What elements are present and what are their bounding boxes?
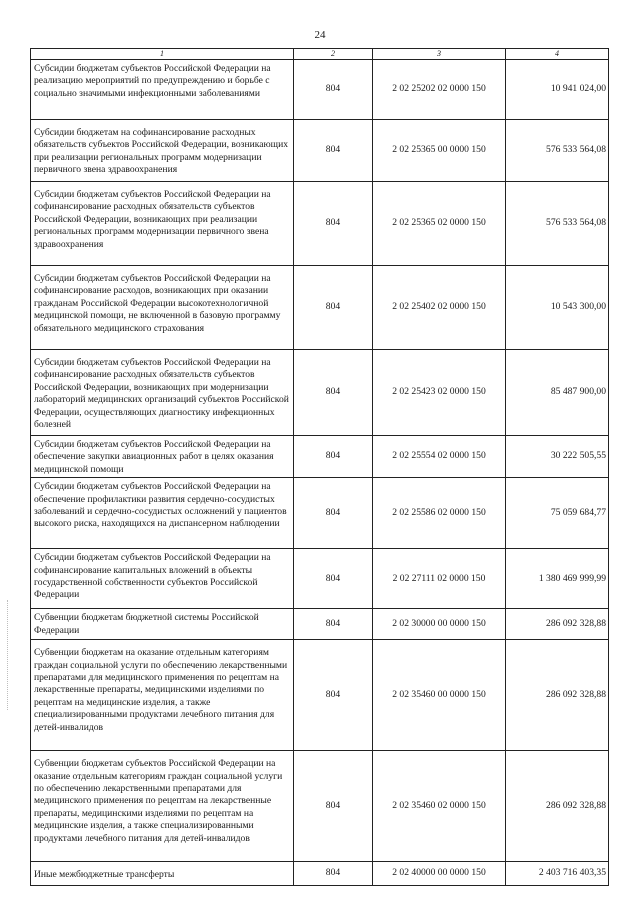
row-kbk-code: 2 02 35460 00 0000 150 — [373, 640, 506, 751]
row-amount: 75 059 684,77 — [506, 478, 609, 549]
row-kbk-code: 2 02 40000 00 0000 150 — [373, 862, 506, 885]
table-row — [31, 478, 609, 549]
row-name: Субсидии бюджетам субъектов Российской Федерации на обеспечение профилактики развития сердечно-сосудистых заболеваний и сердечно-сосудистых осложнений у пациентов высокого риска, находящихся на диспансерном наблюдении — [31, 478, 294, 549]
table-row — [31, 120, 609, 182]
row-name: Субвенции бюджетам бюджетной системы Российской Федерации — [31, 609, 294, 640]
table-row — [31, 640, 609, 751]
row-kbk-code: 2 02 25402 02 0000 150 — [373, 266, 506, 350]
row-amount: 10 941 024,00 — [506, 60, 609, 120]
row-amount: 1 380 469 999,99 — [506, 549, 609, 609]
row-admin-code: 804 — [294, 436, 373, 478]
column-header-2: 2 — [294, 49, 373, 60]
row-admin-code: 804 — [294, 120, 373, 182]
row-amount: 30 222 505,55 — [506, 436, 609, 478]
row-admin-code: 804 — [294, 60, 373, 120]
row-kbk-code: 2 02 30000 00 0000 150 — [373, 609, 506, 640]
row-amount: 2 403 716 403,35 — [506, 862, 609, 885]
row-name: Субсидии бюджетам субъектов Российской Федерации на софинансирование расходных обязательств субъектов Российской Федерации, возникающих при реализации региональных программ модернизации первичного звена здравоохранения — [31, 182, 294, 266]
row-admin-code: 804 — [294, 350, 373, 436]
table-row — [31, 609, 609, 640]
row-name: Субсидии бюджетам субъектов Российской Федерации на реализацию мероприятий по предупреждению и борьбе с социально значимыми инфекционными заболеваниями — [31, 60, 294, 120]
column-header-4: 4 — [506, 49, 609, 60]
page-number: 24 — [314, 29, 326, 41]
row-amount: 286 092 328,88 — [506, 609, 609, 640]
budget-table — [30, 48, 609, 886]
row-kbk-code: 2 02 27111 02 0000 150 — [373, 549, 506, 609]
row-name: Субсидии бюджетам субъектов Российской Федерации на софинансирование капитальных вложений в объекты государственной собственности субъектов Российской Федерации — [31, 549, 294, 609]
table-row — [31, 182, 609, 266]
row-admin-code: 804 — [294, 182, 373, 266]
table-row — [31, 751, 609, 862]
table-row — [31, 549, 609, 609]
table-row — [31, 350, 609, 436]
row-kbk-code: 2 02 25554 02 0000 150 — [373, 436, 506, 478]
table-row — [31, 60, 609, 120]
row-admin-code: 804 — [294, 862, 373, 885]
table-row — [31, 266, 609, 350]
row-amount: 85 487 900,00 — [506, 350, 609, 436]
row-admin-code: 804 — [294, 266, 373, 350]
table-row — [31, 862, 609, 885]
row-kbk-code: 2 02 35460 02 0000 150 — [373, 751, 506, 862]
row-name: Субвенции бюджетам на оказание отдельным категориям граждан социальной услуги по обеспечению лекарственными препаратами для медицинского применения по рецептам на лекарственные препараты, медицинскими изделиями по рецептам на медицинские изделия, а также специализированными продуктами лечебного питания для детей-инвалидов — [31, 640, 294, 751]
column-number-row — [31, 49, 609, 60]
column-header-1: 1 — [31, 49, 294, 60]
row-admin-code: 804 — [294, 751, 373, 862]
margin-scan-mark — [7, 600, 11, 710]
row-amount: 576 533 564,08 — [506, 182, 609, 266]
row-kbk-code: 2 02 25202 02 0000 150 — [373, 60, 506, 120]
row-name: Субсидии бюджетам на софинансирование расходных обязательств субъектов Российской Федерации, возникающих при реализации региональных программ модернизации первичного звена здравоохранения — [31, 120, 294, 182]
table-row — [31, 436, 609, 478]
row-admin-code: 804 — [294, 609, 373, 640]
row-admin-code: 804 — [294, 478, 373, 549]
row-name: Субсидии бюджетам субъектов Российской Федерации на софинансирование расходных обязательств субъектов Российской Федерации, возникающих при модернизации лабораторий медицинских организаций субъектов Российской Федерации, осуществляющих диагностику инфекционных болезней — [31, 350, 294, 436]
row-amount: 576 533 564,08 — [506, 120, 609, 182]
row-amount: 10 543 300,00 — [506, 266, 609, 350]
column-header-3: 3 — [373, 49, 506, 60]
row-admin-code: 804 — [294, 549, 373, 609]
row-name: Субвенции бюджетам субъектов Российской Федерации на оказание отдельным категориям граждан социальной услуги по обеспечению лекарственными препаратами для медицинского применения по рецептам на лекарственные препараты, медицинскими изделиями по рецептам на медицинские изделия, а также специализированными продуктами лечебного питания для детей-инвалидов — [31, 751, 294, 862]
row-kbk-code: 2 02 25423 02 0000 150 — [373, 350, 506, 436]
row-kbk-code: 2 02 25586 02 0000 150 — [373, 478, 506, 549]
row-admin-code: 804 — [294, 640, 373, 751]
row-amount: 286 092 328,88 — [506, 640, 609, 751]
row-name: Субсидии бюджетам субъектов Российской Федерации на софинансирование расходов, возникающих при оказании гражданам Российской Федерации высокотехнологичной медицинской помощи, не включенной в базовую программу обязательного медицинского страхования — [31, 266, 294, 350]
row-kbk-code: 2 02 25365 02 0000 150 — [373, 182, 506, 266]
row-amount: 286 092 328,88 — [506, 751, 609, 862]
row-name: Иные межбюджетные трансферты — [31, 862, 294, 885]
row-name: Субсидии бюджетам субъектов Российской Федерации на обеспечение закупки авиационных работ в целях оказания медицинской помощи — [31, 436, 294, 478]
row-kbk-code: 2 02 25365 00 0000 150 — [373, 120, 506, 182]
